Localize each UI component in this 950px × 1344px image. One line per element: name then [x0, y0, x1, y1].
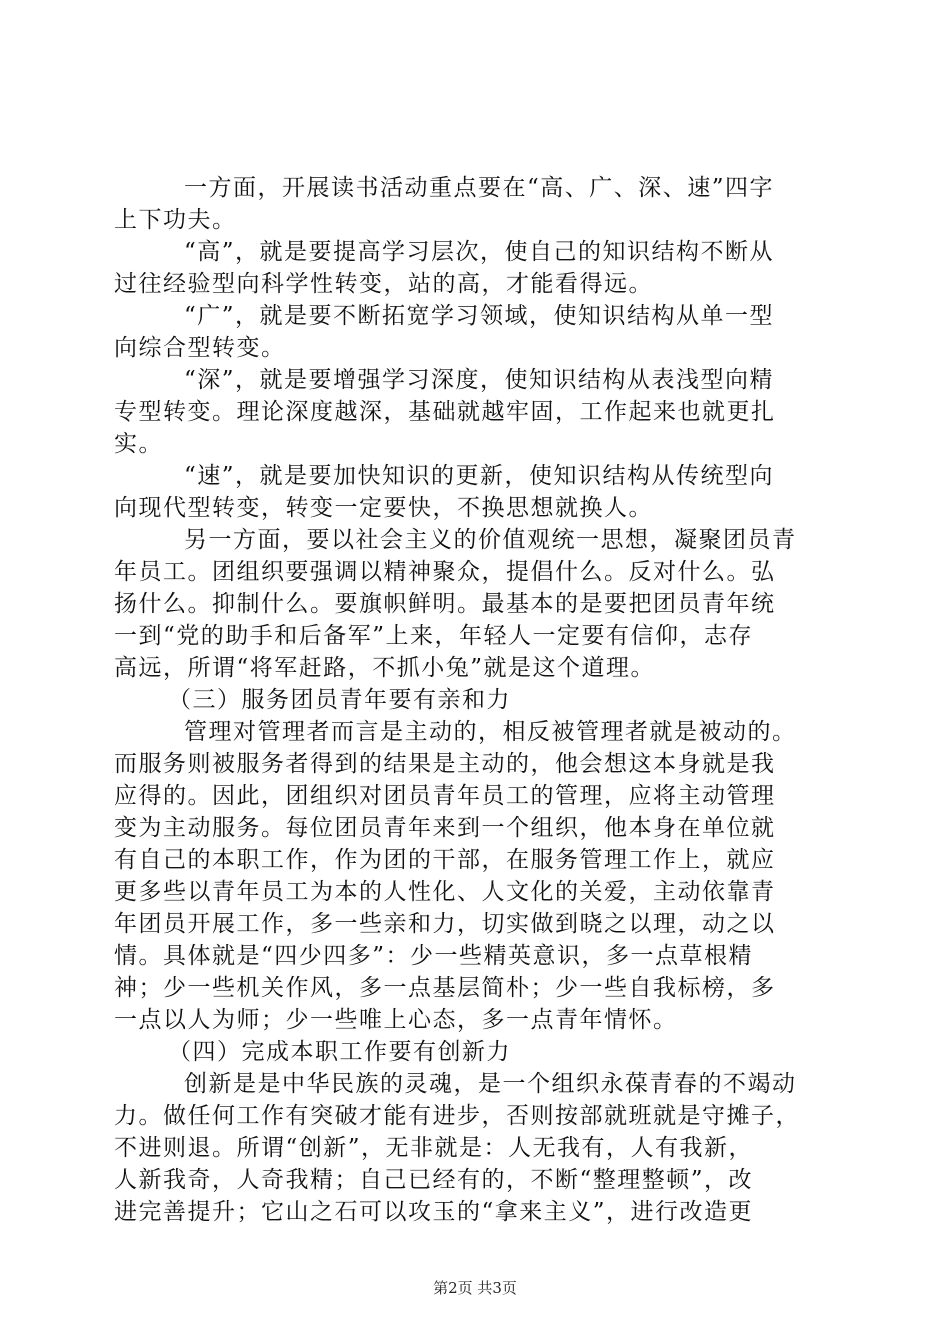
paragraph-line: 不进则退。所谓“创新”，无非就是：人无我有，人有我新，: [114, 1135, 754, 1161]
paragraph-line: 过往经验型向科学性转变，站的高，才能看得远。: [114, 271, 653, 297]
paragraph-line: 管理对管理者而言是主动的，相反被管理者就是被动的。: [184, 719, 797, 745]
document-body: [114, 172, 836, 1228]
paragraph-line: 神；少一些机关作风，多一点基层简朴；少一些自我标榜，多: [114, 975, 776, 1001]
paragraph-line: 更多些以青年员工为本的人性化、人文化的关爱，主动依靠青: [114, 879, 776, 905]
paragraph-line: 情。具体就是“四少四多”：少一些精英意识，多一点草根精: [114, 943, 754, 969]
paragraph-line: 创新是是中华民族的灵魂，是一个组织永葆青春的不竭动: [184, 1071, 797, 1097]
page-footer: [0, 1278, 950, 1298]
paragraph-line: “深”，就是要增强学习深度，使知识结构从表浅型向精: [184, 367, 775, 393]
paragraph-line: 变为主动服务。每位团员青年来到一个组织，他本身在单位就: [114, 815, 776, 841]
paragraph-line: 应得的。因此，团组织对团员青年员工的管理，应将主动管理: [114, 783, 776, 809]
paragraph-line: 上下功夫。: [114, 207, 237, 233]
paragraph-line: 扬什么。抑制什么。要旗帜鲜明。最基本的是要把团员青年统: [114, 591, 776, 617]
paragraph-line: 专型转变。理论深度越深，基础就越牢固，工作起来也就更扎: [114, 399, 776, 425]
paragraph-line: 一到“党的助手和后备军”上来，年轻人一定要有信仰，志存: [114, 623, 754, 649]
paragraph-line: 年员工。团组织要强调以精神聚众，提倡什么。反对什么。弘: [114, 559, 776, 585]
page-number-label: 第2页 共3页: [433, 1279, 517, 1297]
paragraph-line: “广”，就是要不断拓宽学习领域，使知识结构从单一型: [184, 303, 775, 329]
paragraph-line: 向综合型转变。: [114, 335, 286, 361]
paragraph-line: 而服务则被服务者得到的结果是主动的，他会想这本身就是我: [114, 751, 776, 777]
paragraph-line: 进完善提升；它山之石可以攻玉的“拿来主义”，进行改造更: [114, 1199, 754, 1225]
paragraph-line: 有自己的本职工作，作为团的干部，在服务管理工作上，就应: [114, 847, 776, 873]
paragraph-line: 一点以人为师；少一些唯上心态，多一点青年情怀。: [114, 1007, 678, 1033]
section-heading: （三）服务团员青年要有亲和力: [168, 687, 511, 713]
paragraph-line: 向现代型转变，转变一定要快，不换思想就换人。: [114, 495, 653, 521]
paragraph-line: 另一方面，要以社会主义的价值观统一思想，凝聚团员青: [184, 527, 797, 553]
paragraph-line: 力。做任何工作有突破才能有进步，否则按部就班就是守摊子，: [114, 1103, 800, 1129]
paragraph-line: 年团员开展工作，多一些亲和力，切实做到晓之以理，动之以: [114, 911, 776, 937]
paragraph-line: 高远，所谓“将军赶路，不抓小兔”就是这个道理。: [114, 655, 656, 681]
paragraph-line: 人新我奇，人奇我精；自己已经有的，不断“整理整顿”，改: [114, 1167, 754, 1193]
paragraph-line: “速”，就是要加快知识的更新，使知识结构从传统型向: [184, 463, 775, 489]
paragraph-line: “高”，就是要提高学习层次，使自己的知识结构不断从: [184, 239, 775, 265]
paragraph-line: 实。: [114, 431, 163, 457]
section-heading: （四）完成本职工作要有创新力: [168, 1039, 511, 1065]
paragraph-line: 一方面，开展读书活动重点要在“高、广、深、速”四字: [184, 175, 775, 201]
